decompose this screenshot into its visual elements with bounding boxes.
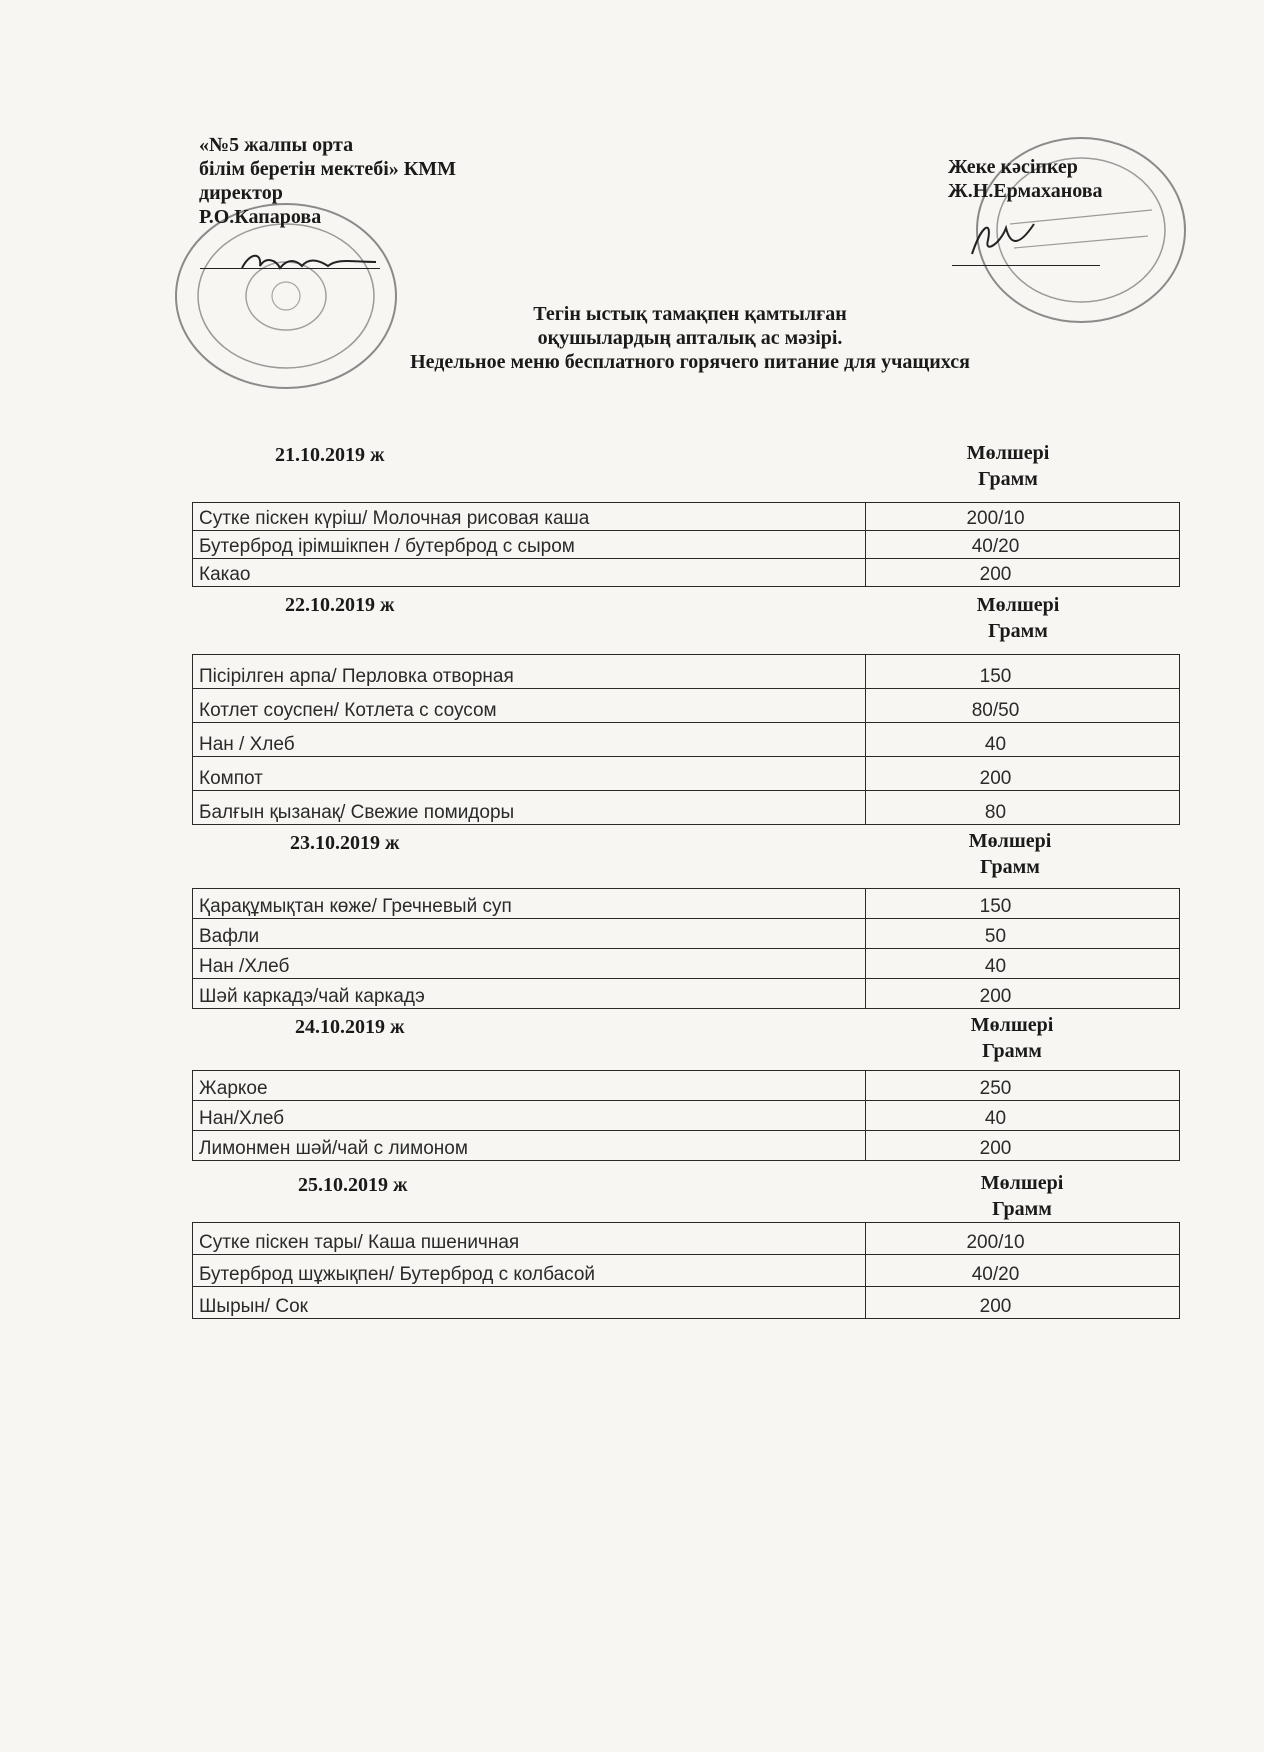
table-row [193,757,1180,791]
dish-qty: 200/10 [866,1223,1180,1255]
dish-qty: 150 [866,889,1180,919]
qty-header-unit: Грамм [992,1198,1052,1220]
qty-header [952,1012,1072,1064]
menu-table-day4 [192,1070,1180,1161]
qty-header-unit: Грамм [982,1040,1042,1062]
entrepreneur-signature-line [952,265,1100,266]
qty-header [962,1170,1082,1222]
qty-header-label: Мөлшері [976,594,1060,616]
dish-qty: 50 [866,919,1180,949]
day-date: 23.10.2019 ж [290,832,400,854]
qty-header-label: Мөлшері [970,1014,1054,1036]
menu-title [300,302,1080,374]
dish-qty: 80 [866,791,1180,825]
menu-table-day1 [192,502,1180,587]
table-row [193,503,1180,531]
school-name-line2: білім беретін мектебі» КММ [199,158,457,180]
day-date: 25.10.2019 ж [298,1174,408,1196]
dish-qty: 40 [866,1101,1180,1131]
dish-name: Котлет соуспен/ Котлета с соусом [193,689,866,723]
dish-qty: 250 [866,1071,1180,1101]
dish-name: Компот [193,757,866,791]
dish-qty: 200 [866,757,1180,791]
dish-qty: 150 [866,655,1180,689]
dish-name: Сутке піскен күріш/ Молочная рисовая каша [193,503,866,531]
dish-name: Балғын қызанақ/ Свежие помидоры [193,791,866,825]
day-date: 24.10.2019 ж [295,1016,405,1038]
qty-header-unit: Грамм [978,468,1038,490]
dish-name: Сутке піскен тары/ Каша пшеничная [193,1223,866,1255]
dish-qty: 40/20 [866,531,1180,559]
dish-qty: 40 [866,723,1180,757]
table-row [193,919,1180,949]
table-row [193,1131,1180,1161]
dish-name: Жаркое [193,1071,866,1101]
menu-table-day5 [192,1222,1180,1319]
entrepreneur-signature [962,214,1042,264]
menu-table-day3 [192,888,1180,1009]
dish-name: Нан/Хлеб [193,1101,866,1131]
title-line3: Недельное меню бесплатного горячего питание для учащихся [410,351,970,373]
qty-header [950,828,1070,880]
table-row [193,689,1180,723]
dish-qty: 200 [866,1287,1180,1319]
qty-header [958,592,1078,644]
dish-qty: 200 [866,559,1180,587]
table-row [193,1071,1180,1101]
dish-qty: 200 [866,1131,1180,1161]
qty-header-label: Мөлшері [966,442,1050,464]
table-row [193,1287,1180,1319]
director-name: Р.О.Капарова [199,206,322,228]
dish-name: Бутерброд шұжықпен/ Бутерброд с колбасой [193,1255,866,1287]
table-row [193,979,1180,1009]
dish-qty: 40 [866,949,1180,979]
qty-header-label: Мөлшері [968,830,1052,852]
dish-qty: 40/20 [866,1255,1180,1287]
school-name-line1: «№5 жалпы орта [199,134,354,156]
director-signature-line [200,268,380,269]
entrepreneur-block [948,155,1103,203]
director-signature [236,248,386,278]
table-row [193,791,1180,825]
title-line2: оқушылардың апталық ас мәзірі. [537,327,843,349]
table-row [193,1223,1180,1255]
dish-name: Лимонмен шәй/чай с лимоном [193,1131,866,1161]
table-row [193,655,1180,689]
day-date: 22.10.2019 ж [285,594,395,616]
title-line1: Тегін ыстық тамақпен қамтылған [533,303,847,325]
table-row [193,723,1180,757]
qty-header-unit: Грамм [988,620,1048,642]
dish-name: Вафли [193,919,866,949]
table-row [193,531,1180,559]
qty-header-unit: Грамм [980,856,1040,878]
table-row [193,1255,1180,1287]
qty-header [948,440,1068,492]
table-row [193,559,1180,587]
dish-name: Шырын/ Сок [193,1287,866,1319]
director-title: директор [199,182,283,204]
dish-name: Шәй каркадэ/чай каркадэ [193,979,866,1009]
dish-name: Нан /Хлеб [193,949,866,979]
table-row [193,949,1180,979]
school-director-block [199,133,456,229]
menu-table-day2 [192,654,1180,825]
dish-qty: 200 [866,979,1180,1009]
dish-qty: 200/10 [866,503,1180,531]
day-date: 21.10.2019 ж [275,444,385,466]
dish-qty: 80/50 [866,689,1180,723]
entrepreneur-title: Жеке кәсіпкер [948,156,1078,178]
dish-name: Бутерброд ірімшікпен / бутерброд с сыром [193,531,866,559]
dish-name: Пісірілген арпа/ Перловка отворная [193,655,866,689]
entrepreneur-name: Ж.Н.Ермаханова [948,180,1103,202]
table-row [193,889,1180,919]
qty-header-label: Мөлшері [980,1172,1064,1194]
dish-name: Қарақұмықтан көже/ Гречневый суп [193,889,866,919]
dish-name: Нан / Хлеб [193,723,866,757]
dish-name: Какао [193,559,866,587]
table-row [193,1101,1180,1131]
